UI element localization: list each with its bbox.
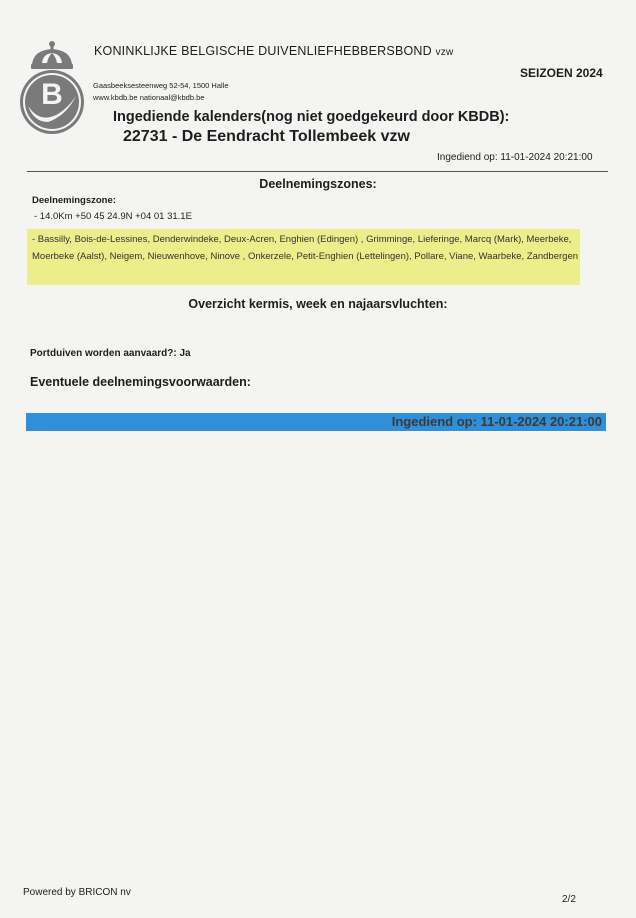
- season-label: SEIZOEN 2024: [520, 66, 603, 80]
- org-address: Gaasbeeksesteenweg 52-54, 1500 Halle: [93, 81, 229, 90]
- page-number: 2/2: [562, 894, 576, 905]
- submitted-bar: [26, 413, 606, 431]
- homers-accepted: Portduiven worden aanvaard?: Ja: [30, 348, 191, 359]
- org-name-text: KONINKLIJKE BELGISCHE DUIVENLIEFHEBBERSBOND: [94, 44, 432, 58]
- org-web-email: www.kbdb.be nationaal@kbdb.be: [93, 93, 205, 102]
- zones-heading: Deelnemingszones:: [259, 177, 377, 191]
- overview-heading: Overzicht kermis, week en najaarsvluchten:: [188, 297, 448, 311]
- header-divider: [27, 171, 608, 172]
- org-suffix: vzw: [435, 47, 454, 58]
- submitted-bar-text: Ingediend op: 11-01-2024 20:21:00: [392, 414, 606, 429]
- org-name: [94, 44, 453, 58]
- club-title: 22731 - De Eendracht Tollembeek vzw: [123, 128, 410, 145]
- zone-coordinates: - 14.0Km +50 45 24.9N +04 01 31.1E: [34, 211, 192, 222]
- zone-label: Deelnemingszone:: [32, 195, 116, 206]
- logo-letter: B: [41, 78, 63, 111]
- zone-places: - Bassilly, Bois-de-Lessines, Denderwindeke, Deux-Acren, Enghien (Edingen) , Grimminge, Lieferinge, Marcq (Mark), Meerbeke, Moerbeke (Aalst), Neigem, Nieuwenhove, Ninove , Onkerzele, Petit-Enghien (Lettelingen), Pollare, Viane, Waarbeke, Zandbergen: [27, 229, 580, 285]
- conditions-heading: Eventuele deelnemingsvoorwaarden:: [30, 375, 251, 389]
- org-contact: [93, 80, 229, 104]
- document-subtitle: Ingediende kalenders(nog niet goedgekeurd door KBDB):: [113, 109, 510, 125]
- submitted-date: Ingediend op: 11-01-2024 20:21:00: [437, 152, 593, 163]
- powered-by: Powered by BRICON nv: [23, 887, 131, 898]
- kbdb-logo: [18, 40, 86, 136]
